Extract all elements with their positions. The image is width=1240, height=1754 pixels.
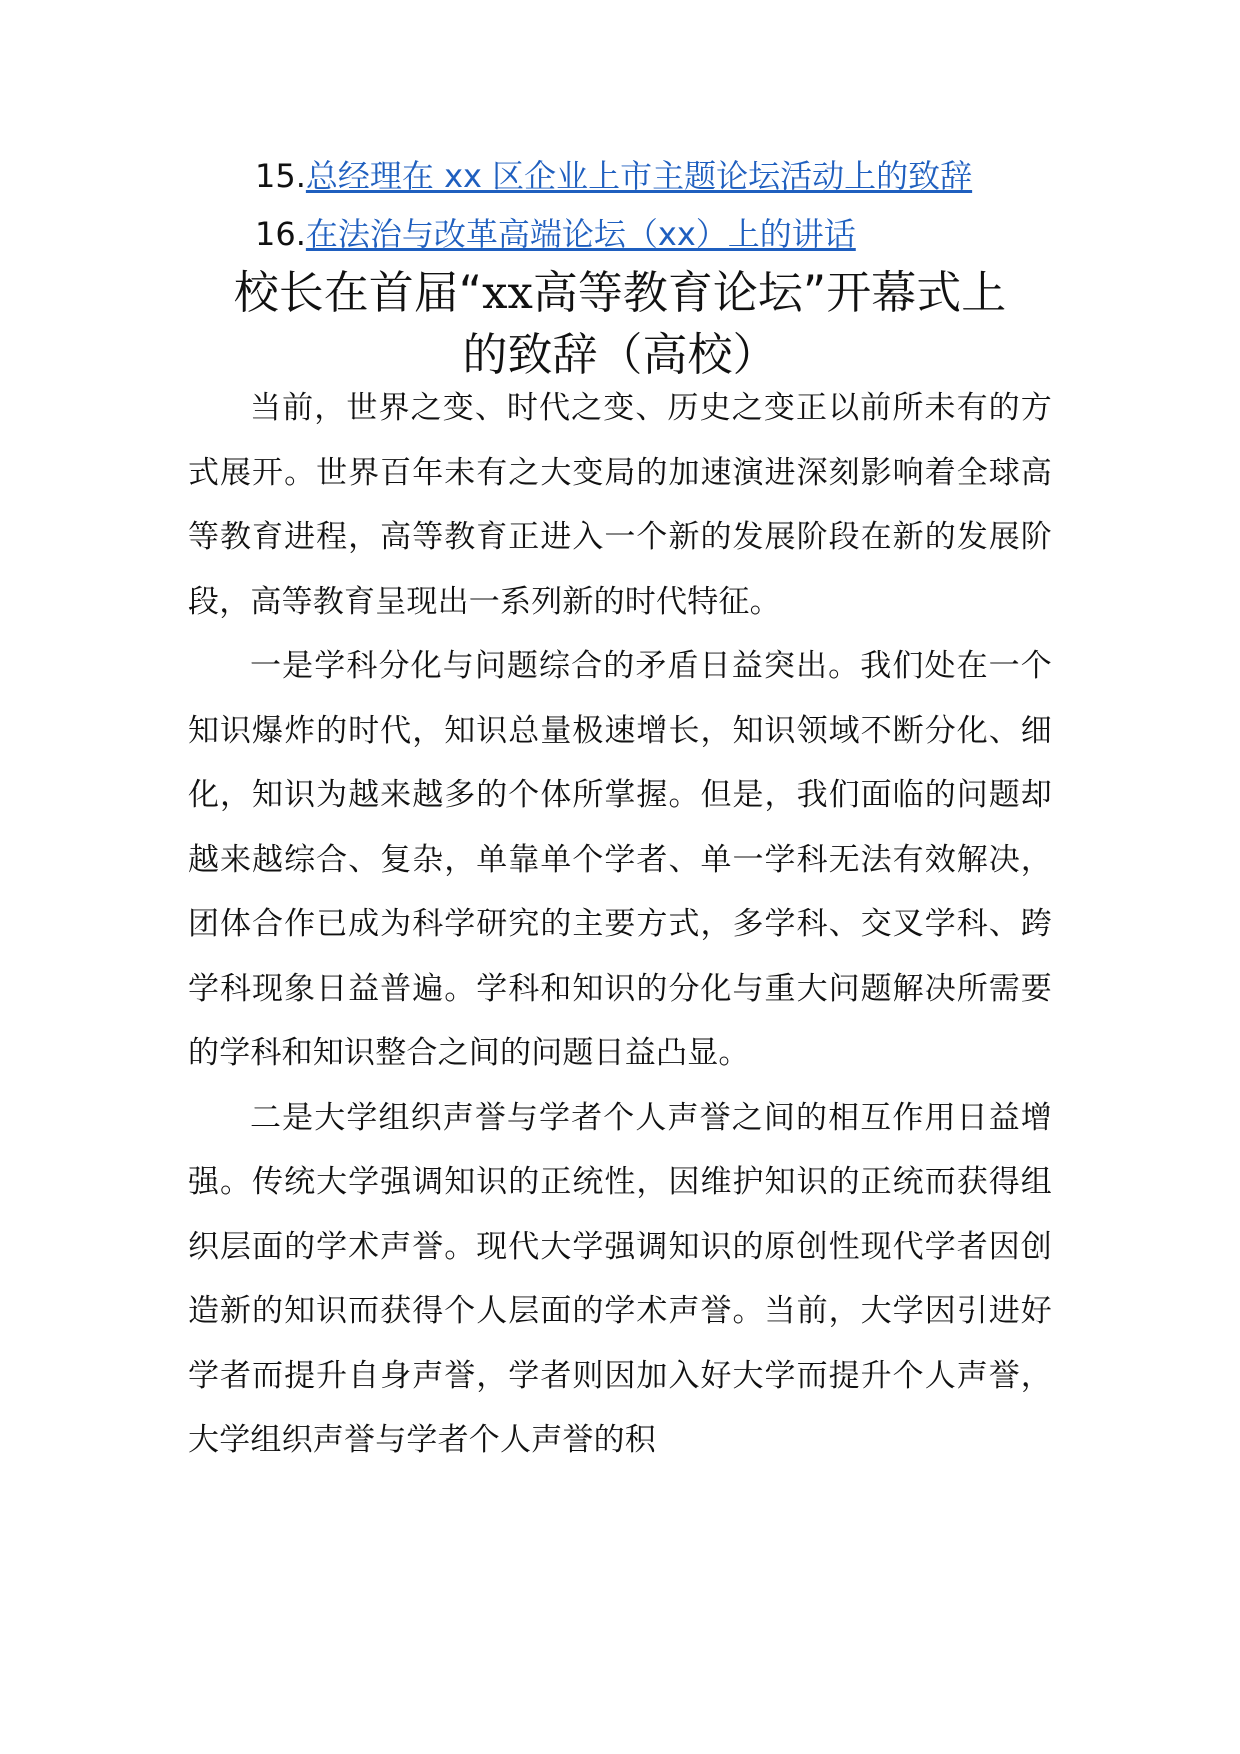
document-title	[180, 262, 1060, 386]
toc-number: 15.	[255, 157, 306, 195]
title-part-1: 校长在首届“	[233, 266, 483, 319]
title-part-2: 高等教育论坛”开幕式上	[532, 266, 1007, 319]
title-line-2: 的致辞（高校）	[462, 328, 778, 381]
toc-item-16[interactable]	[255, 212, 856, 256]
toc-number: 16.	[255, 215, 306, 253]
title-line-1	[180, 262, 1060, 324]
toc-item-15[interactable]	[255, 154, 972, 198]
title-latin: xx	[482, 266, 533, 319]
paragraph: 当前，世界之变、时代之变、历史之变正以前所未有的方式展开。世界百年未有之大变局的加速演进深刻影响着全球高等教育进程，高等教育正进入一个新的发展阶段在新的发展阶段，高等教育呈现出一系列新的时代特征。	[188, 390, 1052, 620]
document-body	[188, 376, 1052, 1473]
paragraph: 二是大学组织声誉与学者个人声誉之间的相互作用日益增强。传统大学强调知识的正统性，因维护知识的正统而获得组织层面的学术声誉。现代大学强调知识的原创性现代学者因创造新的知识而获得个人层面的学术声誉。当前，大学因引进好学者而提升自身声誉，学者则因加入好大学而提升个人声誉，大学组织声誉与学者个人声誉的积	[188, 1099, 1052, 1458]
paragraph: 一是学科分化与问题综合的矛盾日益突出。我们处在一个知识爆炸的时代，知识总量极速增长，知识领域不断分化、细化，知识为越来越多的个体所掌握。但是，我们面临的问题却越来越综合、复杂，单靠单个学者、单一学科无法有效解决，团体合作已成为科学研究的主要方式，多学科、交叉学科、跨学科现象日益普遍。学科和知识的分化与重大问题解决所需要的学科和知识整合之间的问题日益凸显。	[188, 648, 1052, 1071]
toc-link[interactable]: 总经理在 xx 区企业上市主题论坛活动上的致辞	[305, 157, 973, 195]
toc-link[interactable]: 在法治与改革高端论坛（xx）上的讲话	[305, 215, 856, 253]
